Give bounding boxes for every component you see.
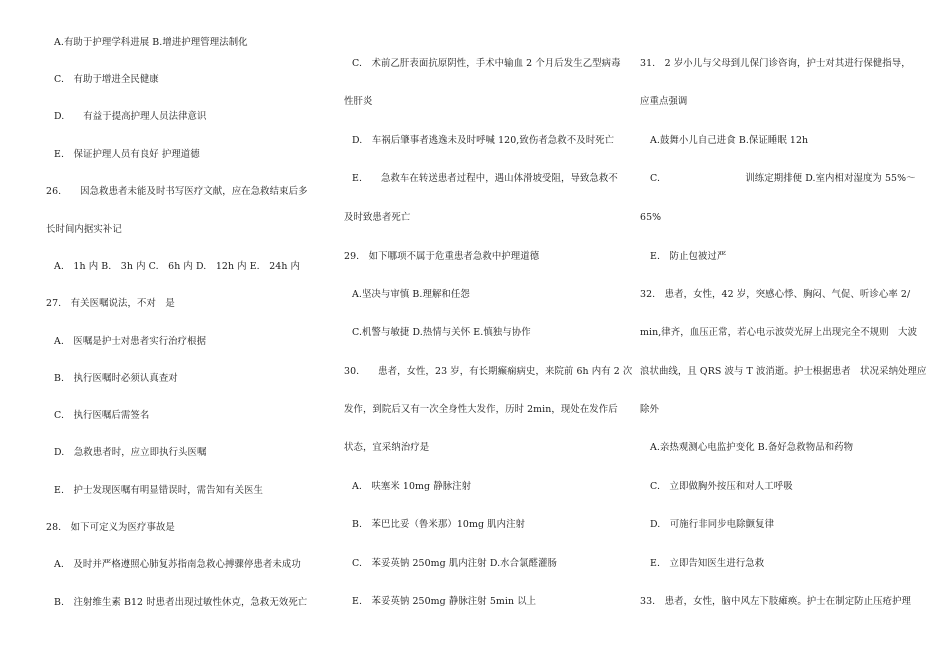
q30-option-a: A. 呋塞米 10mg 静脉注射 (352, 481, 472, 492)
q25-option-c: C. 有助于增进全民健康 (54, 74, 159, 85)
q29-options-cde: C.机警与敏捷 D.热情与关怀 E.慎独与协作 (352, 327, 531, 338)
q28-option-b: B. 注射维生素 B12 时患者出现过敏性休克，急救无效死亡 (54, 597, 308, 608)
q28-option-c-cont: 性肝炎 (344, 96, 373, 107)
q29-options-ab: A.坚决与审慎 B.理解和任怨 (352, 289, 470, 300)
q32-stem-cont: min,律齐，血压正常，若心电示波荧光屏上出现完全不规则 大波 (640, 327, 918, 338)
q28-option-e: E. 急救车在转送患者过程中，遇山体滑坡受阻，导致急救不 (352, 173, 618, 184)
q30-option-b: B. 苯巴比妥（鲁米那）10mg 肌内注射 (352, 519, 526, 530)
q31-options-ab: A.鼓舞小儿自己进食 B.保证睡眠 12h (650, 135, 809, 146)
q32-option-e: E. 立即告知医生进行急救 (650, 558, 765, 569)
q33-stem: 33. 患者，女性，脑中风左下肢瘫痪。护士在制定防止压疮护理 (640, 596, 912, 607)
q27-option-e: E. 护士发现医嘱有明显错误时，需告知有关医生 (54, 485, 264, 496)
q30-stem-cont: 发作，到院后又有一次全身性大发作，历时 2min，现处在发作后 (344, 404, 618, 415)
q30-option-e: E. 苯妥英钠 250mg 静脉注射 5min 以上 (352, 596, 537, 607)
q31-stem: 31. 2 岁小儿与父母到儿保门诊咨询，护士对其进行保健指导， (640, 58, 911, 69)
q32-stem: 32. 患者，女性，42 岁，突感心悸、胸闷、气促、听诊心率 2/ (640, 289, 911, 300)
q28-option-d: D. 车祸后肇事者逃逸未及时呼喊 120,致伤者急救不及时死亡 (352, 135, 615, 146)
q32-option-c: C. 立即做胸外按压和对人工呼吸 (650, 481, 793, 492)
q32-stem-end: 除外 (640, 404, 659, 415)
q27-option-b: B. 执行医嘱时必须认真查对 (54, 373, 178, 384)
q25-option-ab: A.有助于护理学科进展 B.增进护理管理法制化 (54, 37, 248, 48)
q28-option-e-cont: 及时致患者死亡 (344, 212, 411, 223)
q30-option-cd: C. 苯妥英钠 250mg 肌内注射 D.水合氯醛灌肠 (352, 558, 558, 569)
q27-option-d: D. 急救患者时，应立即执行头医嘱 (54, 447, 207, 458)
q31-option-e: E. 防止包被过严 (650, 251, 727, 262)
q28-option-c: C. 术前乙肝表面抗原阴性，手术中输血 2 个月后发生乙型病毒 (352, 58, 621, 69)
q27-stem: 27. 有关医嘱说法，不对 是 (46, 298, 175, 309)
q27-option-a: A. 医嘱是护士对患者实行治疗根据 (54, 336, 207, 347)
q30-stem-end: 状态，宜采纳治疗是 (344, 442, 430, 453)
q26-stem-cont: 长时间内据实补记 (46, 224, 122, 235)
q31-options-cd: C. 训练定期排便 D.室内相对湿度为 55%～ (650, 173, 916, 184)
q28-option-a: A. 及时并严格遵照心肺复苏指南急救心搏骤停患者未成功 (54, 559, 301, 570)
q32-stem-cont2: 浪状曲线，且 QRS 波与 T 波消逝。护士根据患者 状况采纳处理应 (640, 366, 927, 377)
q31-stem-cont: 应重点强调 (640, 96, 688, 107)
q29-stem: 29. 如下哪项不属于危重患者急救中护理道德 (344, 251, 540, 262)
q30-stem: 30. 患者，女性，23 岁，有长期癫痫病史，来院前 6h 内有 2 次 (344, 366, 633, 377)
q25-option-e: E. 保证护理人员有良好 护理道德 (54, 149, 200, 160)
q32-options-ab: A.亲热观测心电监护变化 B.备好急救物品和药物 (650, 442, 854, 453)
q32-option-d: D. 可施行非同步电除颤复律 (650, 519, 775, 530)
q25-option-d: D. 有益于提高护理人员法律意识 (54, 111, 207, 122)
q27-option-c: C. 执行医嘱后需签名 (54, 410, 150, 421)
q31-option-d-cont: 65% (640, 212, 662, 223)
q28-stem: 28. 如下可定义为医疗事故是 (46, 522, 175, 533)
q26-options: A. 1h 内 B. 3h 内 C. 6h 内 D. 12h 内 E. 24h 内 (54, 261, 301, 272)
q26-stem: 26. 因急救患者未能及时书写医疗文献，应在急救结束后多 (46, 186, 308, 197)
